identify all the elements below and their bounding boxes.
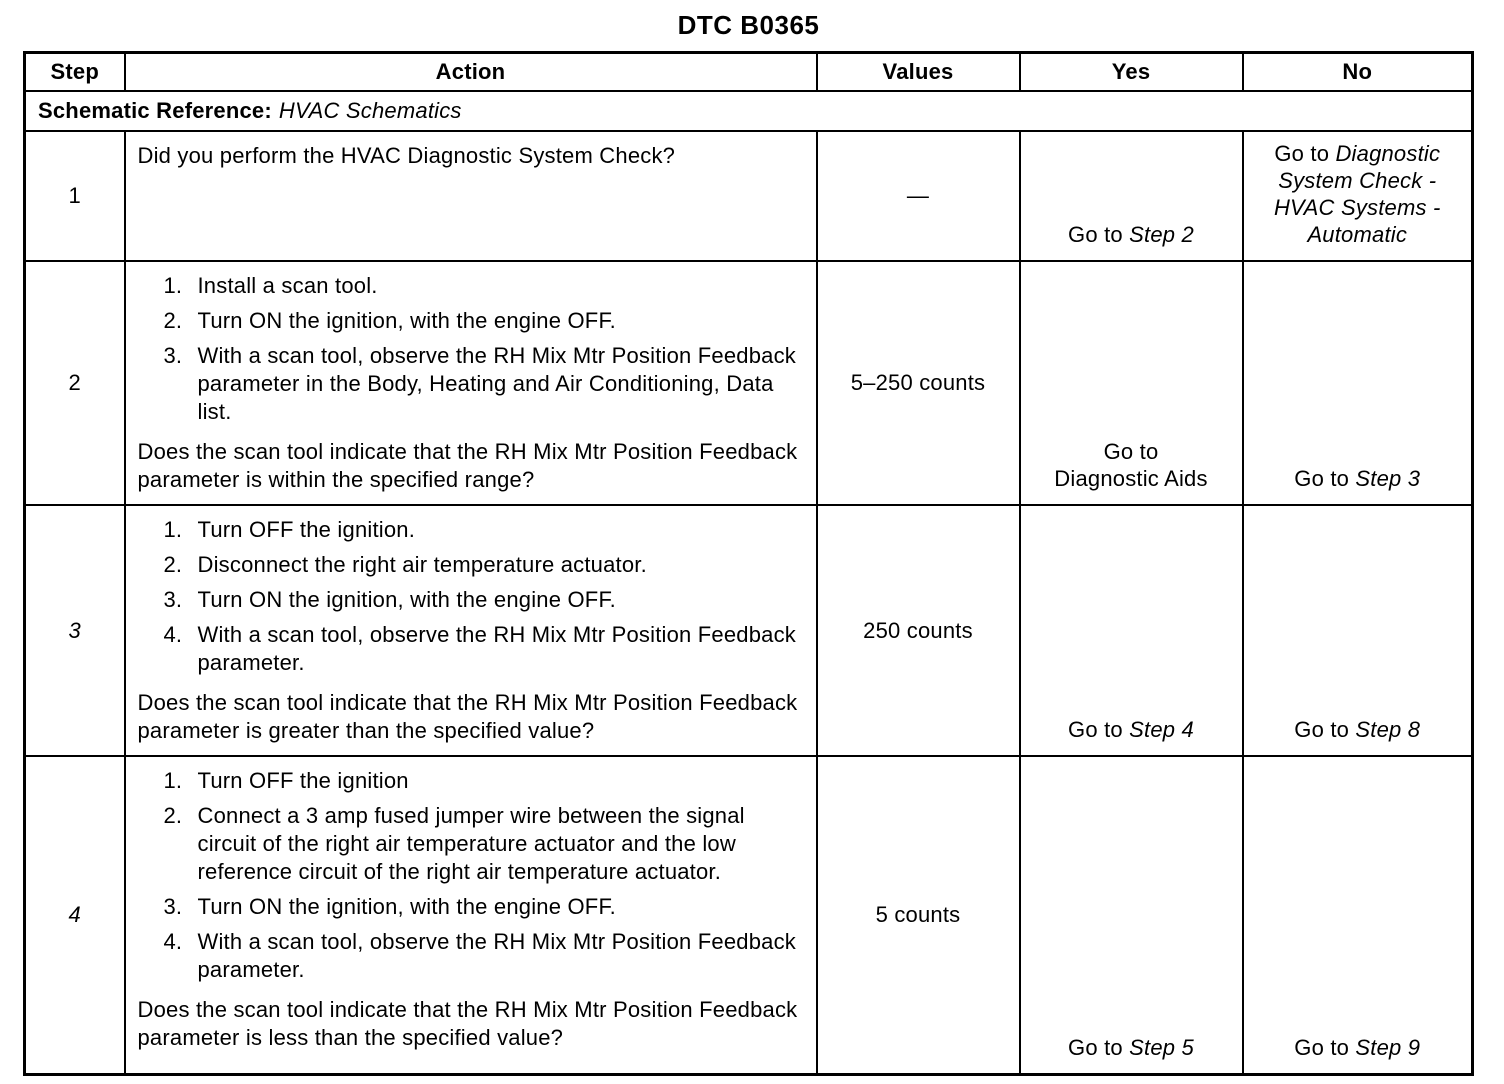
text-segment: Go to (1274, 141, 1336, 166)
yes-cell (1020, 131, 1243, 261)
action-step-item-number: 3. (163, 894, 183, 919)
values-cell: 5–250 counts (817, 261, 1020, 505)
action-step-item-number: 2. (163, 308, 183, 333)
text-segment: Step 4 (1129, 717, 1194, 742)
table-header-row (25, 53, 1473, 92)
action-step-item-number: 3. (163, 587, 183, 612)
text-segment: Go to (1294, 1034, 1356, 1060)
action-cell (125, 505, 817, 756)
action-step-item-text: Turn OFF the ignition (197, 768, 409, 793)
page-title: DTC B0365 (677, 10, 820, 40)
action-intro: Did you perform the HVAC Diagnostic System Check? (137, 143, 676, 168)
action-step-item-text: Disconnect the right air temperature actuator. (197, 552, 647, 577)
action-step-item (164, 893, 802, 921)
schematic-reference-value: HVAC Schematics (278, 98, 462, 123)
action-step-item-text: With a scan tool, observe the RH Mix Mtr Position Feedback parameter. (197, 929, 796, 982)
step-number: 3 (25, 505, 125, 756)
schematic-reference-cell (25, 91, 1473, 131)
action-step-item-number: 4. (163, 622, 183, 647)
action-step-item-text: Turn ON the ignition, with the engine OFF. (197, 308, 616, 333)
no-cell (1243, 131, 1473, 261)
column-header-values: Values (817, 53, 1020, 92)
action-question: Does the scan tool indicate that the RH Mix Mtr Position Feedback parameter is within the specified range? (137, 439, 798, 492)
schematic-reference-row (25, 91, 1473, 131)
action-step-item (164, 621, 802, 677)
no-cell (1243, 505, 1473, 756)
action-step-item-text: Turn ON the ignition, with the engine OFF. (197, 587, 616, 612)
action-step-item-number: 1. (163, 768, 183, 793)
action-step-item (164, 516, 802, 544)
values-cell: 250 counts (817, 505, 1020, 756)
step-number: 4 (25, 756, 125, 1074)
table-row (25, 505, 1473, 756)
action-step-item (164, 551, 802, 579)
yes-cell (1020, 261, 1243, 505)
no-cell (1243, 756, 1473, 1074)
action-step-item (164, 307, 802, 335)
action-step-item-number: 1. (163, 517, 183, 542)
action-step-item-number: 2. (163, 552, 183, 577)
action-cell (125, 131, 817, 261)
action-cell (125, 261, 817, 505)
text-segment: Step 9 (1355, 1034, 1421, 1060)
text-segment: Go to (1068, 222, 1130, 247)
text-segment: Step 2 (1129, 222, 1194, 247)
text-segment: Go to (1068, 1034, 1130, 1060)
column-header-no: No (1243, 53, 1473, 92)
table-row (25, 756, 1473, 1074)
action-step-item-number: 3. (163, 343, 183, 368)
action-step-item (164, 342, 802, 426)
text-segment: System Check - (1278, 168, 1437, 193)
text-segment: Automatic (1307, 222, 1408, 247)
action-step-item-text: Turn OFF the ignition. (197, 517, 416, 542)
action-step-item (164, 272, 802, 300)
text-segment: HVAC Systems - (1273, 195, 1441, 220)
schematic-reference-label: Schematic Reference: (38, 98, 272, 123)
text-segment: Go to (1068, 717, 1130, 742)
step-number: 2 (25, 261, 125, 505)
text-segment: Diagnostic Aids (1054, 466, 1208, 491)
values-cell: — (817, 131, 1020, 261)
yes-cell (1020, 505, 1243, 756)
action-step-item (164, 586, 802, 614)
text-segment: Step 5 (1129, 1034, 1194, 1060)
no-cell (1243, 261, 1473, 505)
column-header-step: Step (25, 53, 125, 92)
action-step-item-text: Connect a 3 amp fused jumper wire between the signal circuit of the right air temperature actuator and the low reference circuit of the right air temperature actuator. (197, 803, 745, 884)
action-question: Does the scan tool indicate that the RH Mix Mtr Position Feedback parameter is less than the specified value? (137, 997, 798, 1050)
yes-cell (1020, 756, 1243, 1074)
text-segment: Step 8 (1355, 717, 1421, 742)
action-step-item-text: With a scan tool, observe the RH Mix Mtr Position Feedback parameter. (197, 622, 796, 675)
action-step-item-number: 4. (163, 929, 183, 954)
action-question: Does the scan tool indicate that the RH Mix Mtr Position Feedback parameter is greater than the specified value? (137, 690, 798, 743)
text-segment: Go to (1103, 439, 1159, 464)
column-header-action: Action (125, 53, 817, 92)
action-step-item (164, 802, 802, 886)
column-header-yes: Yes (1020, 53, 1243, 92)
diagnostic-table (23, 51, 1474, 1076)
text-segment: Go to (1294, 466, 1356, 491)
values-cell: 5 counts (817, 756, 1020, 1074)
table-row (25, 261, 1473, 505)
action-step-item-text: With a scan tool, observe the RH Mix Mtr Position Feedback parameter in the Body, Heating and Air Conditioning, Data list. (197, 343, 796, 424)
action-step-item (164, 928, 802, 984)
text-segment: Diagnostic (1335, 141, 1441, 166)
step-number: 1 (25, 131, 125, 261)
action-step-item-text: Install a scan tool. (197, 273, 378, 298)
text-segment: Go to (1294, 717, 1356, 742)
action-step-item-text: Turn ON the ignition, with the engine OFF. (197, 894, 616, 919)
action-step-item-number: 2. (163, 803, 183, 828)
action-cell (125, 756, 817, 1074)
text-segment: Step 3 (1355, 466, 1421, 491)
action-step-item (164, 767, 802, 795)
action-step-item-number: 1. (163, 273, 183, 298)
table-row (25, 131, 1473, 261)
